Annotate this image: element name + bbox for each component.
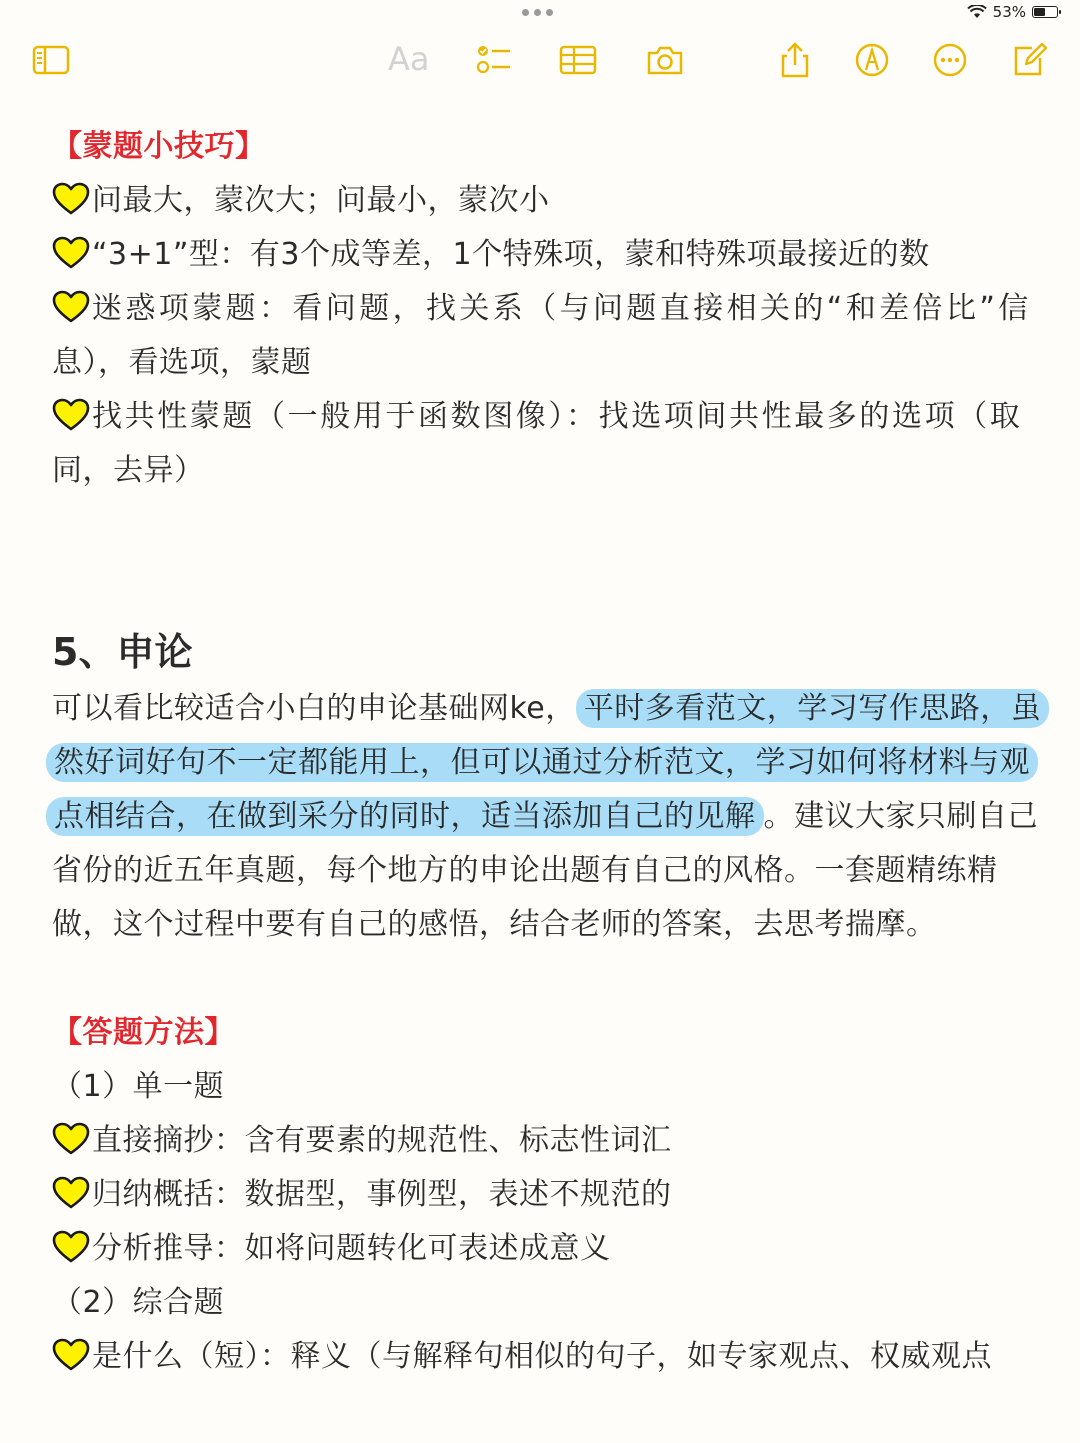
table-icon[interactable] [556, 38, 600, 82]
highlighted-text: 平时多看范文，学习写作思路，虽 [576, 689, 1050, 728]
sub-heading: （2）综合题 [52, 1285, 225, 1320]
status-indicators [967, 3, 1058, 21]
multitasking-dots-icon[interactable] [522, 9, 553, 16]
yellow-heart-icon [52, 180, 90, 214]
yellow-heart-icon [52, 234, 90, 268]
yellow-heart-icon [52, 1336, 90, 1370]
paragraph-line: 可以看比较适合小白的申论基础网ke， 平时多看范文，学习写作思路，虽 [52, 682, 1042, 736]
method-line: 归纳概括：数据型，事例型，表述不规范的 [52, 1168, 1042, 1222]
tips-heading: 【蒙题小技巧】 [52, 129, 266, 164]
tip-line-continued: 同，去异） [52, 453, 205, 488]
method-line: 是什么（短）：释义（与解释句相似的句子，如专家观点、权威观点 [52, 1330, 1042, 1384]
yellow-heart-icon [52, 288, 90, 322]
yellow-heart-icon [52, 1120, 90, 1154]
tip-line: 问最大，蒙次大；问最小，蒙次小 [52, 174, 1042, 228]
paragraph-line: 点相结合，在做到采分的同时，适当添加自己的见解 。建议大家只刷自己 [52, 790, 1042, 844]
markup-icon[interactable] [850, 38, 894, 82]
paragraph-line: 省份的近五年真题，每个地方的申论出题有自己的风格。一套题精练精 [52, 853, 998, 888]
method-line: 直接摘抄：含有要素的规范性、标志性词汇 [52, 1114, 1042, 1168]
sub-heading: （1）单一题 [52, 1069, 225, 1104]
format-text-button[interactable]: Aa [388, 40, 430, 78]
paragraph-line [52, 736, 1042, 790]
status-bar [0, 0, 1080, 28]
tip-line: “3+1”型：有3个成等差，1个特殊项，蒙和特殊项最接近的数 [52, 228, 1042, 282]
method-line: 分析推导：如将问题转化可表述成意义 [52, 1222, 1042, 1276]
battery-icon [1032, 6, 1058, 18]
checklist-icon[interactable] [472, 38, 516, 82]
battery-percent: 53% [992, 3, 1026, 21]
note-body[interactable] [52, 120, 1042, 1384]
yellow-heart-icon [52, 1174, 90, 1208]
share-icon[interactable] [773, 38, 817, 82]
section-title: 5、申论 [52, 630, 193, 674]
tip-line-continued: 息），看选项，蒙题 [52, 345, 312, 380]
more-icon[interactable] [928, 38, 972, 82]
paragraph-line: 做，这个过程中要有自己的感悟，结合老师的答案，去思考揣摩。 [52, 907, 937, 942]
answer-method-heading: 【答题方法】 [52, 1015, 235, 1050]
camera-icon[interactable] [643, 38, 687, 82]
tip-line: 迷惑项蒙题：看问题，找关系（与问题直接相关的“和差倍比”信 [52, 282, 1042, 336]
sidebar-icon[interactable] [28, 38, 72, 82]
wifi-icon [967, 5, 987, 19]
notes-toolbar [0, 30, 1080, 90]
yellow-heart-icon [52, 1228, 90, 1262]
yellow-heart-icon [52, 396, 90, 430]
compose-icon[interactable] [1008, 38, 1052, 82]
tip-line: 找共性蒙题（一般用于函数图像）：找选项间共性最多的选项（取 [52, 390, 1042, 444]
highlighted-text: 点相结合，在做到采分的同时，适当添加自己的见解 [46, 797, 764, 836]
highlighted-text: 然好词好句不一定都能用上，但可以通过分析范文，学习如何将材料与观 [46, 743, 1038, 782]
